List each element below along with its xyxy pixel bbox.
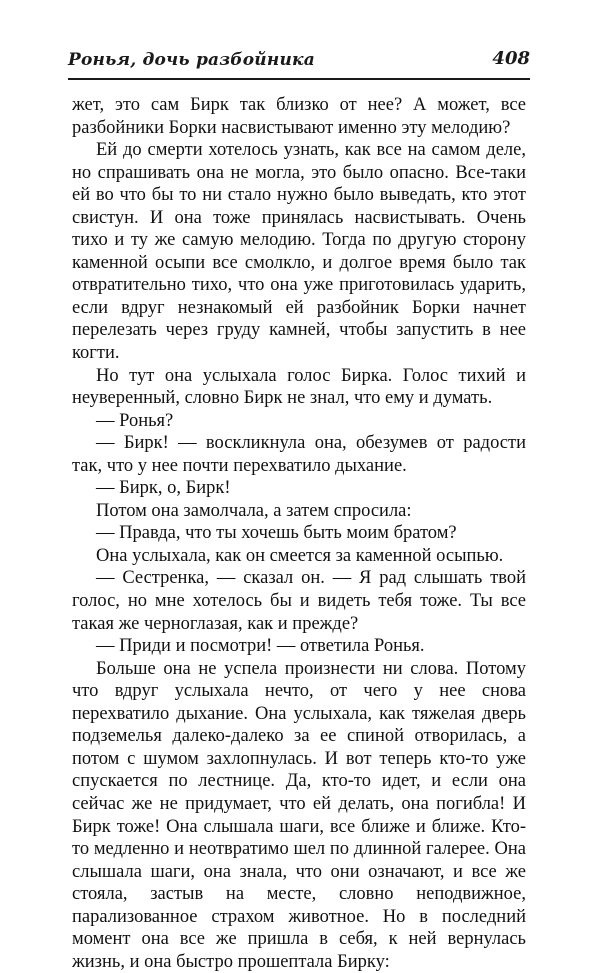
paragraph: Ей до смерти хотелось узнать, как все на самом деле, но спрашивать она не могла, это было опасно. Все-таки ей во что бы то ни стало нужно было выведать, кто этот свистун. И она тоже принялась насвистывать. Очень тихо и ту же самую мелодию. Тогда по другую сторону каменной осыпи все смолкло, и долгое время было так отвратительно тихо, что она уже приготовилась ударить, если вдруг незнакомый ей разбойник Борки начнет перелезать через груду камней, чтобы запустить в нее когти. (72, 140, 526, 364)
body-text (72, 94, 526, 973)
paragraph: Больше она не успела произнести ни слова. Потому что вдруг услыхала нечто, от чего у нее снова перехватило дыхание. Она услыхала, как тяжелая дверь подземелья далеко-далеко за ее спиной отворилась, а потом с шумом захлопнулась. И вот теперь кто-то уже спускается по лестнице. Да, кто-то идет, и если она сейчас же не придумает, что ей делать, она погибла! И Бирк тоже! Она слышала шаги, все ближе и ближе. Кто-то медленно и неотвратимо шел по длинной галерее. Она слышала шаги, она знала, что они означают, и все же стояла, застыв на месте, словно неподвижное, парализованное страхом животное. Но в последний момент она все же пришла в себя, к ней вернулась жизнь, и она быстро прошептала Бирку: (72, 658, 526, 972)
dialogue-line: — Правда, что ты хочешь быть моим братом? (96, 523, 457, 544)
dialogue-line: — Бирк! — воскликнула она, обезумев от радости так, что у нее почти перехватило дыхание. (72, 433, 526, 476)
dialogue-line: — Приди и посмотри! — ответила Ронья. (96, 636, 425, 657)
header-rule (68, 78, 530, 80)
running-title: Ронья, дочь разбойника (68, 50, 315, 70)
dialogue-line: — Сестренка, — сказал он. — Я рад слышать твой голос, но мне хотелось бы и видеть тебя тоже. Ты все такая же черноглазая, как и прежде? (72, 568, 526, 634)
paragraph: Она услыхала, как он смеется за каменной осыпью. (96, 545, 504, 566)
paragraph: Потом она замолчала, а затем спросила: (96, 500, 412, 521)
page-number: 408 (492, 48, 530, 69)
paragraph: жет, это сам Бирк так близко от нее? А может, все разбойники Борки насвистывают именно эту мелодию? (72, 95, 526, 138)
paragraph: Но тут она услыхала голос Бирка. Голос тихий и неуверенный, словно Бирк не знал, что ему и думать. (72, 365, 526, 409)
running-header (68, 44, 530, 78)
dialogue-line: — Ронья? (96, 410, 174, 431)
dialogue-line: — Бирк, о, Бирк! (96, 478, 231, 499)
